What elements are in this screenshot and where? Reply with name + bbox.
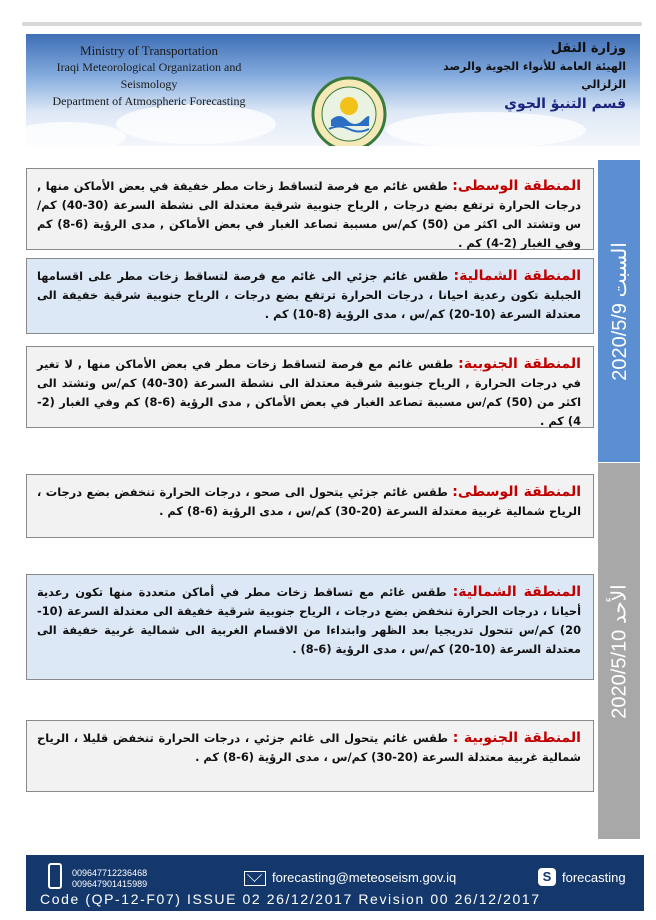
organization-name-ar: الهيئة العامة للأنواء الجوية والرصد الزلزالي	[443, 60, 626, 91]
phone-number: 009647901415989	[72, 879, 148, 889]
arabic-header	[416, 40, 626, 114]
forecast-text: طقس غائم جزئي الى غائم مع فرصة لتساقط زخات مطر على اقسامها الجبلية تكون رعدية احيانا ، درجات الحرارة ترتفع بضع درجات ، الرياح جنوبية شرقية خفيفة الى معتدلة السرعة (10-20) كم/س ، مدى الرؤية (8-10) كم .	[37, 269, 581, 321]
forecast-text: طقس غائم مع تساقط زخات مطر في أماكن متعددة منها تكون رعدية أحيانا ، درجات الحرارة تنخفض بضع درجات ، الرياح جنوبية شرقية خفيفة الى معتدلة السرعة (10-20) كم/س تتحول تدريجيا بعد الظهر وابتداءا من الاقسام الغربية الى شمالية غربية خفيفة الى معتدلة السرعة (10-20) كم/س ، مدى الرؤية (6-8) .	[37, 585, 581, 656]
forecast-card-central-day1: المنطقة الوسطى: طقس غائم مع فرصة لتساقط زخات مطر خفيفة في بعض الأماكن منها , درجات الحرارة ترتفع بضع درجات , الرياح جنوبية شرقية معتدلة الى نشطة السرعة (30-40) كم/س وتشتد الى اكثر من (50) كم/س مسببة تصاعد الغبار في بعض الأماكن , مدى الرؤية (6-8) كم وفي الغبار (2-4) كم .	[26, 168, 594, 250]
region-name: المنطقة الجنوبية	[463, 356, 581, 372]
organization-logo	[309, 74, 389, 146]
phone-icon	[48, 863, 62, 889]
phone-numbers	[72, 868, 147, 890]
cloud-decoration	[26, 122, 126, 146]
skype-icon: S	[538, 868, 556, 886]
cloud-decoration	[386, 112, 586, 146]
forecast-text: طقس غائم مع فرصة لتساقط زخات مطر خفيفة في بعض الأماكن منها , درجات الحرارة ترتفع بضع درجات , الرياح جنوبية شرقية معتدلة الى نشطة السرعة (30-40) كم/س وتشتد الى اكثر من (50) كم/س مسببة تصاعد الغبار في بعض الأماكن , مدى الرؤية (6-8) كم وفي الغبار (2-4) كم .	[37, 179, 581, 250]
forecast-card-north-day1: المنطقة الشمالية: طقس غائم جزئي الى غائم مع فرصة لتساقط زخات مطر على اقسامها الجبلية تكون رعدية احيانا ، درجات الحرارة ترتفع بضع درجات ، الرياح جنوبية شرقية خفيفة الى معتدلة السرعة (10-20) كم/س ، مدى الرؤية (8-10) كم .	[26, 258, 594, 334]
forecast-text: طقس غائم يتحول الى غائم جزئي ، درجات الحرارة تنخفض قليلا ، الرياح شمالية غربية معتدلة السرعة (20-30) كم/س ، مدى الرؤية (6-8) كم .	[37, 731, 581, 764]
day-label: السبت 2020/5/9	[608, 241, 631, 381]
email-link[interactable]: forecasting@meteoseism.gov.iq	[272, 870, 457, 885]
envelope-icon	[244, 871, 266, 886]
forecast-card-north-day2: المنطقة الشمالية: طقس غائم مع تساقط زخات مطر في أماكن متعددة منها تكون رعدية أحيانا ، درجات الحرارة تنخفض بضع درجات ، الرياح جنوبية شرقية خفيفة الى معتدلة السرعة (10-20) كم/س تتحول تدريجيا بعد الظهر وابتداءا من الاقسام الغربية الى شمالية غربية خفيفة الى معتدلة السرعة (10-20) كم/س ، مدى الرؤية (6-8) .	[26, 574, 594, 680]
ministry-name: Ministry of Transportation	[80, 43, 218, 58]
region-name: المنطقة الجنوبية	[463, 730, 581, 746]
department-name-ar: قسم التنبؤ الجوي	[504, 96, 626, 112]
forecast-text: طقس غائم جزئي يتحول الى صحو ، درجات الحرارة تنخفض بضع درجات ، الرياح شمالية غربية معتدلة السرعة (20-30) كم/س ، مدى الرؤية (6-8) كم .	[37, 485, 581, 518]
forecast-card-central-day2: المنطقة الوسطى: طقس غائم جزئي يتحول الى صحو ، درجات الحرارة تنخفض بضع درجات ، الرياح شمالية غربية معتدلة السرعة (20-30) كم/س ، مدى الرؤية (6-8) كم .	[26, 474, 594, 538]
region-name: المنطقة الشمالية	[458, 584, 581, 600]
day-tab-saturday	[598, 160, 640, 462]
document-code: Code (QP-12-F07) ISSUE 02 26/12/2017 Revision 00 26/12/2017	[40, 891, 541, 907]
ministry-name-ar: وزارة النقل	[550, 41, 626, 56]
english-header	[44, 42, 254, 110]
organization-name: Iraqi Meteorological Organization and Seismology	[56, 60, 242, 91]
forecast-card-south-day2: المنطقة الجنوبية : طقس غائم يتحول الى غائم جزئي ، درجات الحرارة تنخفض قليلا ، الرياح شمالية غربية معتدلة السرعة (20-30) كم/س ، مدى الرؤية (6-8) كم .	[26, 720, 594, 792]
forecast-text: طقس غائم مع فرصة لتساقط زخات مطر في بعض الأماكن منها , لا تغير في درجات الحرارة , الرياح جنوبية شرقية معتدلة الى نشطة السرعة (30-40) كم/س وتشتد الى اكثر من (50) كم/س مسببة تصاعد الغبار في بعض الأماكن , مدى الرؤية (6-8) كم وفي الغبار (2-4) كم .	[37, 357, 582, 428]
region-name: المنطقة الوسطى	[457, 178, 582, 194]
forecast-card-south-day1: المنطقة الجنوبية: طقس غائم مع فرصة لتساقط زخات مطر في بعض الأماكن منها , لا تغير في درجات الحرارة , الرياح جنوبية شرقية معتدلة الى نشطة السرعة (30-40) كم/س وتشتد الى اكثر من (50) كم/س مسببة تصاعد الغبار في بعض الأماكن , مدى الرؤية (6-8) كم وفي الغبار (2-4) كم .	[26, 346, 594, 428]
day-tab-sunday	[598, 463, 640, 839]
top-rule	[22, 22, 642, 26]
header-banner	[26, 34, 640, 146]
region-name: المنطقة الشمالية	[459, 268, 582, 284]
skype-handle[interactable]: forecasting	[562, 870, 626, 885]
phone-number: 009647712236468	[72, 868, 148, 878]
department-name: Department of Atmospheric Forecasting	[52, 94, 246, 108]
region-name: المنطقة الوسطى	[457, 484, 582, 500]
cloud-decoration	[116, 104, 276, 144]
footer-bar	[26, 855, 644, 911]
day-label: الأحد 2020/5/10	[608, 583, 631, 719]
